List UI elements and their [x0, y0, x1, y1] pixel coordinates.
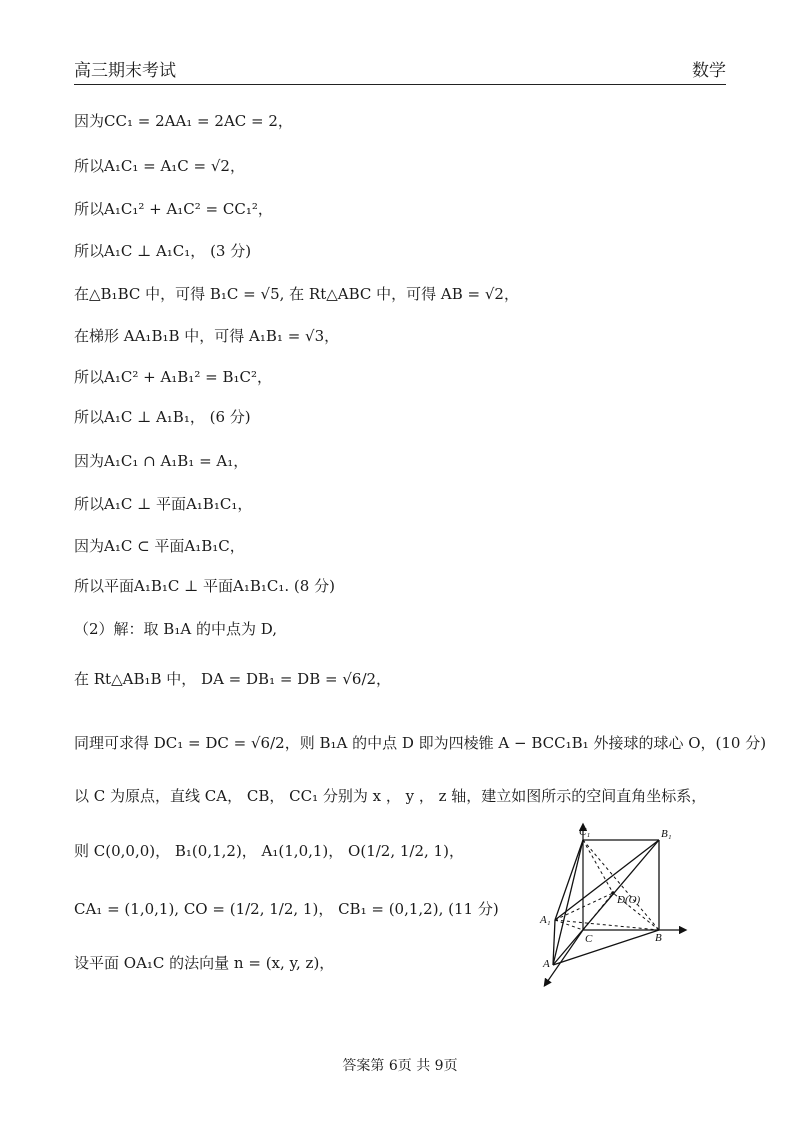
solution-line-6: 在梯形 AA₁B₁B 中，可得 A₁B₁ = √3，: [74, 327, 340, 345]
solid-edges: [553, 840, 659, 965]
solution-line-18: CA₁ = (1,0,1), CO = (1/2, 1/2, 1)， CB₁ = (0,1,2), (11 分): [74, 900, 499, 918]
solution-line-17: 则 C(0,0,0)， B₁(0,1,2)， A₁(1,0,1)， O(1/2, 1/2, 1)，: [74, 842, 464, 860]
label-c: C: [585, 933, 593, 945]
solution-line-12: 所以平面A₁B₁C ⊥ 平面A₁B₁C₁. (8 分): [74, 577, 335, 595]
solution-line-4: 所以A₁C ⊥ A₁C₁， (3 分): [74, 242, 252, 260]
solution-line-3: 所以A₁C₁² + A₁C² = CC₁²，: [74, 200, 273, 218]
solution-line-9: 因为A₁C₁ ∩ A₁B₁ = A₁，: [74, 452, 249, 470]
solution-line-16: 以 C 为原点，直线 CA， CB， CC₁ 分别为 x ， y ， z 轴，建立如图所示的空间直角坐标系，: [74, 787, 707, 805]
label-a: A: [543, 958, 550, 970]
solution-line-11: 因为A₁C ⊂ 平面A₁B₁C，: [74, 537, 245, 555]
label-b: B: [655, 932, 662, 944]
solution-line-7: 所以A₁C² + A₁B₁² = B₁C²，: [74, 368, 272, 386]
exam-title: 高三期末考试: [74, 61, 176, 81]
label-c1: C₁: [579, 826, 591, 838]
coordinate-figure: [535, 815, 695, 995]
solution-line-19: 设平面 OA₁C 的法向量 n = (x, y, z)，: [74, 954, 335, 972]
subject-label: 数学: [692, 61, 726, 81]
solution-line-13: （2）解：取 B₁A 的中点为 D,: [74, 620, 277, 638]
solution-line-5: 在△B₁BC 中，可得 B₁C = √5, 在 Rt△ABC 中，可得 AB = √2，: [74, 285, 519, 303]
label-a1: A₁: [540, 914, 551, 926]
solution-line-15: 同理可求得 DC₁ = DC = √6/2，则 B₁A 的中点 D 即为四棱锥 A − BCC₁B₁ 外接球的球心 O，(10 分): [74, 734, 767, 752]
solution-line-8: 所以A₁C ⊥ A₁B₁， (6 分): [74, 408, 251, 426]
solution-line-14: 在 Rt△AB₁B 中， DA = DB₁ = DB = √6/2，: [74, 670, 392, 688]
solution-line-1: 因为CC₁ = 2AA₁ = 2AC = 2，: [74, 112, 293, 130]
page-header: [74, 60, 726, 85]
page-footer: 答案第 6页 共 9页: [342, 1058, 458, 1074]
point-d: [611, 891, 615, 895]
dashed-edges: [555, 840, 659, 930]
label-b1: B₁: [661, 828, 672, 840]
solution-line-10: 所以A₁C ⊥ 平面A₁B₁C₁，: [74, 495, 253, 513]
label-d: D(O): [617, 894, 641, 906]
solution-line-2: 所以A₁C₁ = A₁C = √2，: [74, 157, 245, 175]
